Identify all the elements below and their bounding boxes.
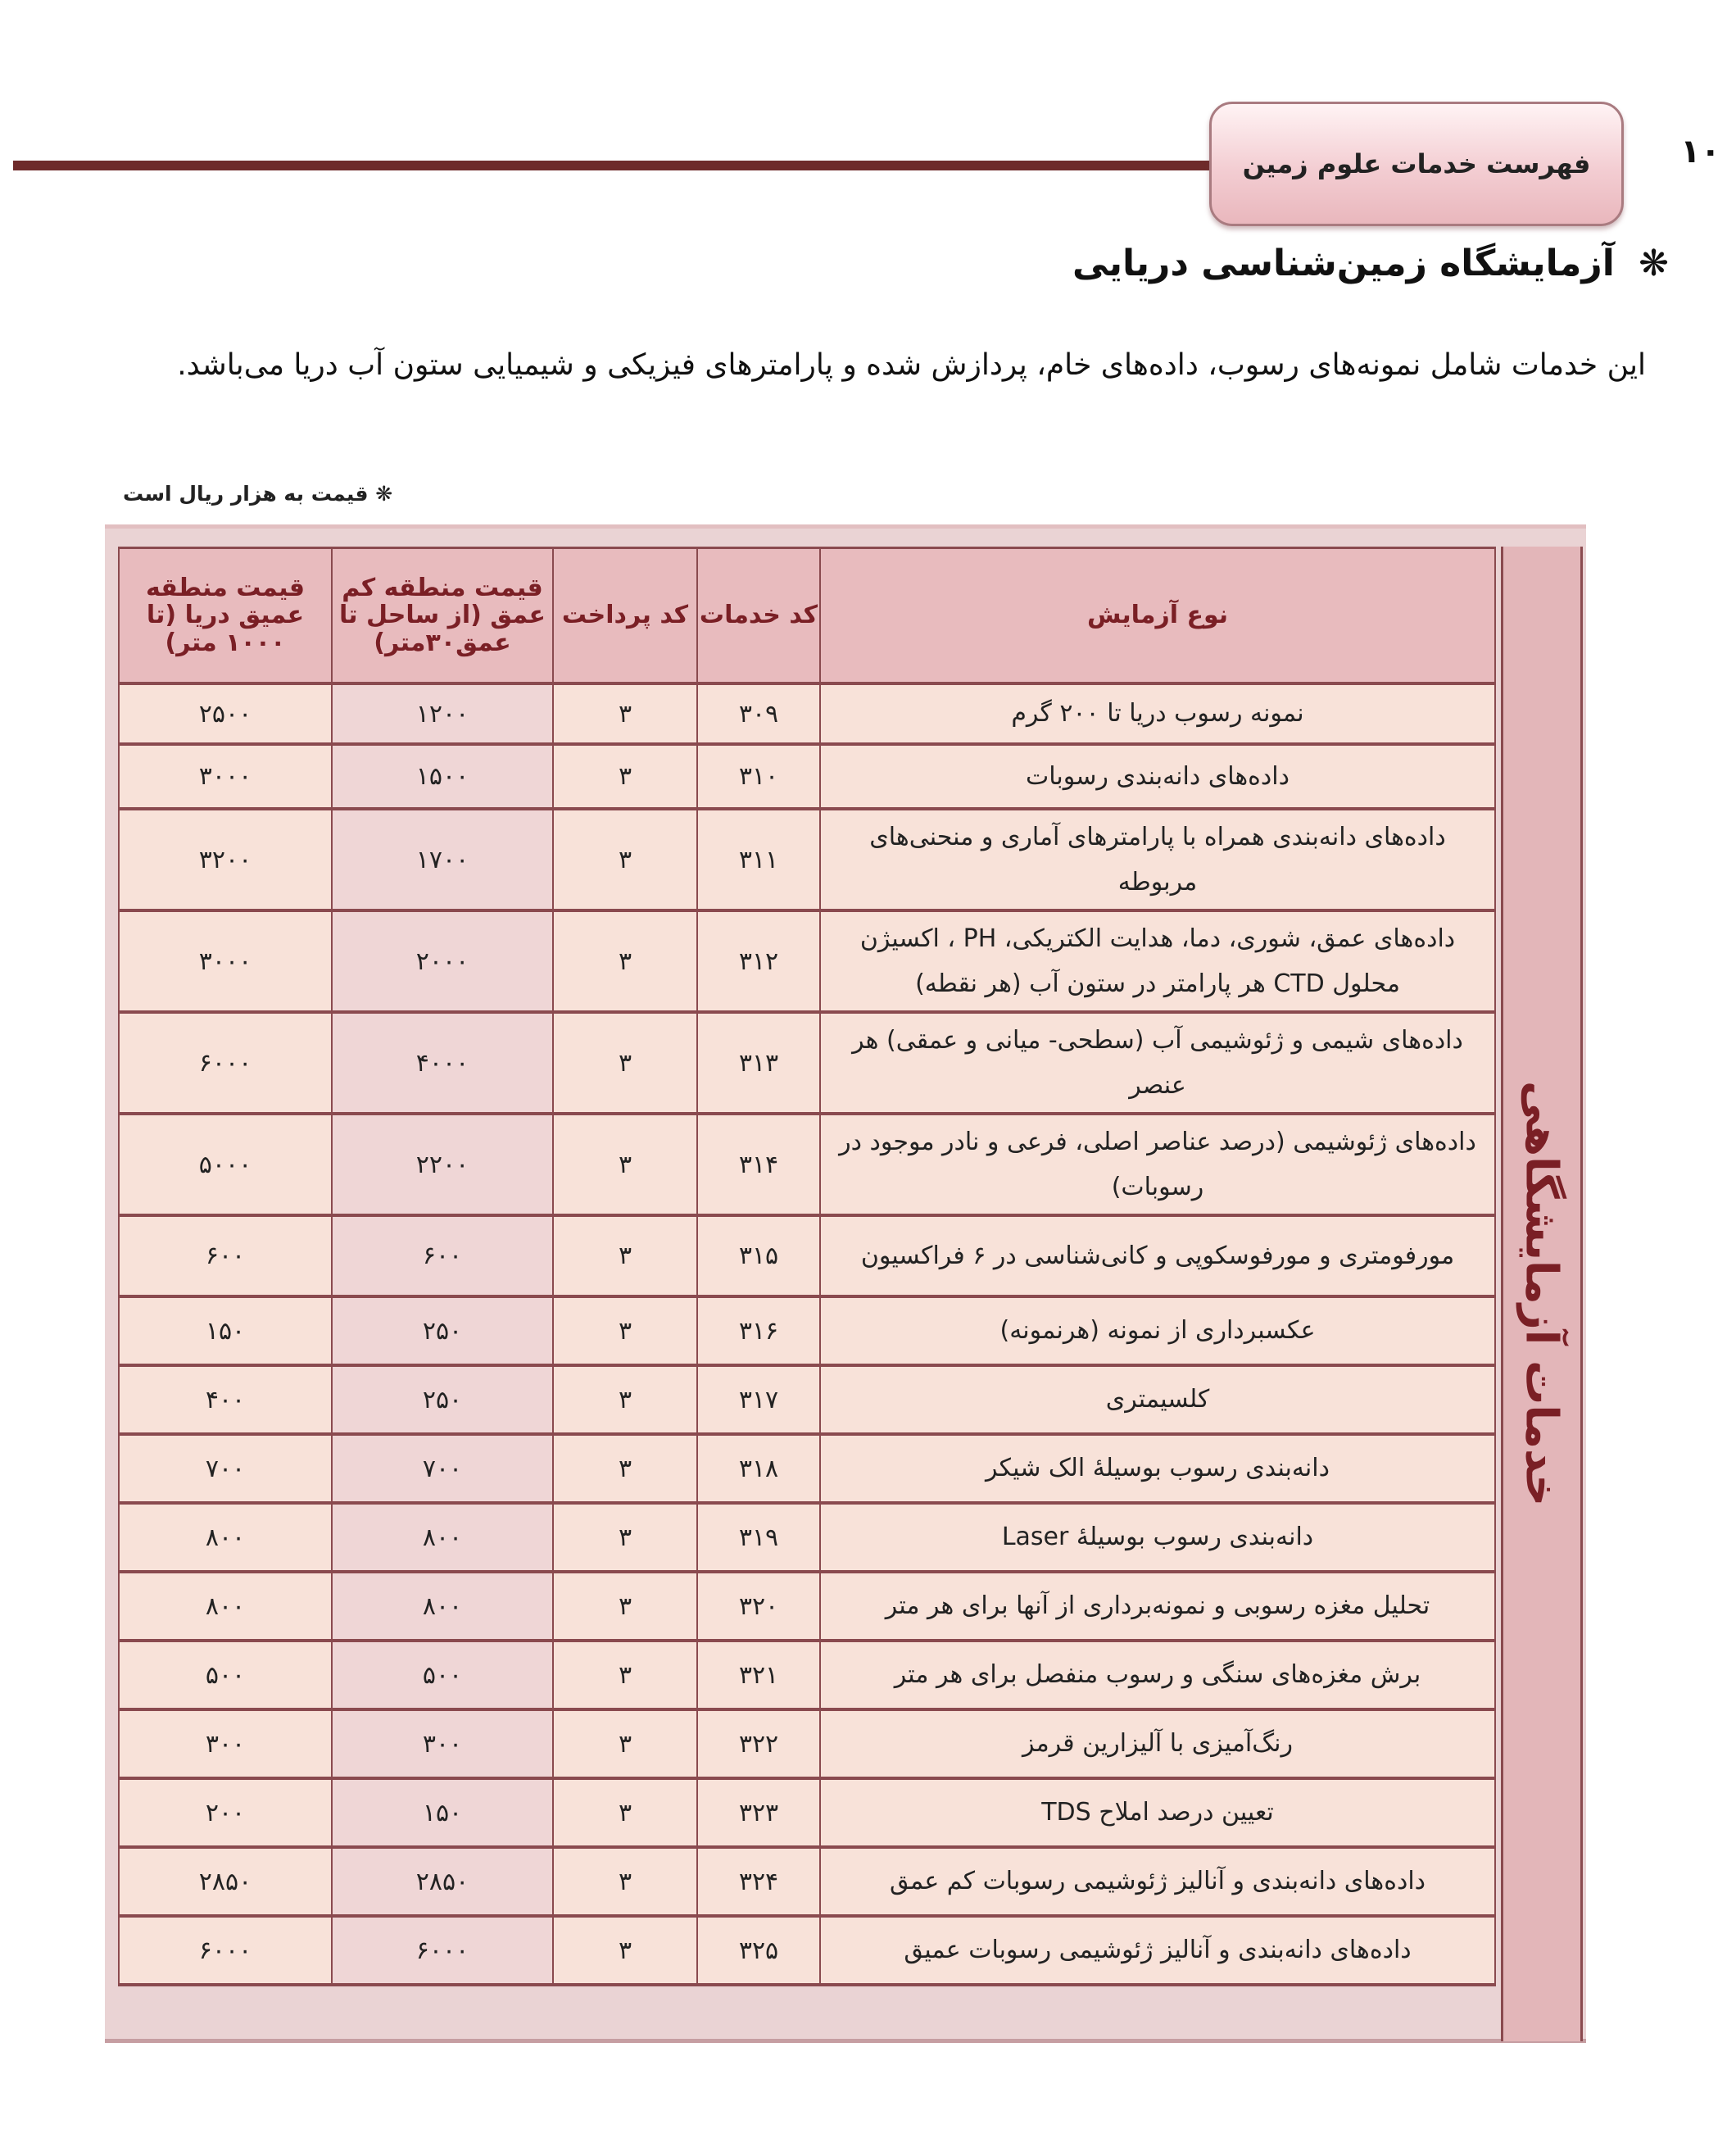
- services-table: [118, 547, 1496, 1986]
- cell-test-type: داده‌های دانه‌بندی رسوبات: [820, 744, 1495, 809]
- cell-test-type: داده‌های عمق، شوری، دما، هدایت الکتریکی، PH ، اکسیژن محلول CTD هر پارامتر در ستون آب (هر نقطه): [820, 910, 1495, 1012]
- cell-shallow-price: ۲۲۰۰: [332, 1114, 553, 1215]
- cell-test-type: داده‌های دانه‌بندی همراه با پارامترهای آماری و منحنی‌های مربوطه: [820, 809, 1495, 910]
- cell-service-code: ۳۱۱: [697, 809, 820, 910]
- cell-payment-code: ۳: [553, 1709, 697, 1778]
- cell-service-code: ۳۲۳: [697, 1778, 820, 1847]
- cell-payment-code: ۳: [553, 1916, 697, 1985]
- cell-service-code: ۳۱۵: [697, 1215, 820, 1296]
- cell-service-code: ۳۱۰: [697, 744, 820, 809]
- table-row: [119, 1503, 1495, 1572]
- cell-deep-price: ۸۰۰: [119, 1503, 332, 1572]
- cell-shallow-price: ۲۸۵۰: [332, 1847, 553, 1916]
- cell-deep-price: ۵۰۰: [119, 1641, 332, 1709]
- cell-shallow-price: ۱۵۰۰: [332, 744, 553, 809]
- table-row: [119, 1847, 1495, 1916]
- price-note: ❋ قیمت به هزار ریال است: [123, 482, 393, 506]
- cell-payment-code: ۳: [553, 1847, 697, 1916]
- cell-service-code: ۳۰۹: [697, 683, 820, 744]
- cell-payment-code: ۳: [553, 1215, 697, 1296]
- cell-deep-price: ۵۰۰۰: [119, 1114, 332, 1215]
- cell-payment-code: ۳: [553, 1114, 697, 1215]
- header-shallow-price: قیمت منطقه کم عمق (از ساحل تا عمق۳۰متر): [332, 548, 553, 684]
- cell-test-type: کلسیمتری: [820, 1365, 1495, 1434]
- cell-shallow-price: ۳۰۰: [332, 1709, 553, 1778]
- star-icon: ❋: [1639, 243, 1669, 284]
- cell-shallow-price: ۴۰۰۰: [332, 1012, 553, 1114]
- cell-deep-price: ۲۰۰: [119, 1778, 332, 1847]
- cell-service-code: ۳۱۳: [697, 1012, 820, 1114]
- cell-service-code: ۳۲۲: [697, 1709, 820, 1778]
- cell-service-code: ۳۱۴: [697, 1114, 820, 1215]
- table-row: [119, 744, 1495, 809]
- cell-deep-price: ۶۰۰۰: [119, 1916, 332, 1985]
- cell-payment-code: ۳: [553, 1572, 697, 1641]
- cell-test-type: داده‌های شیمی و ژئوشیمی آب (سطحی- میانی و عمقی) هر عنصر: [820, 1012, 1495, 1114]
- cell-shallow-price: ۱۲۰۰: [332, 683, 553, 744]
- cell-test-type: دانه‌بندی رسوب بوسیلهٔ الک شیکر: [820, 1434, 1495, 1503]
- cell-shallow-price: ۲۰۰۰: [332, 910, 553, 1012]
- header-deep-price: قیمت منطقه عمیق دریا (تا ۱۰۰۰ متر): [119, 548, 332, 684]
- cell-service-code: ۳۲۱: [697, 1641, 820, 1709]
- cell-shallow-price: ۱۷۰۰: [332, 809, 553, 910]
- cell-test-type: داده‌های دانه‌بندی و آنالیز ژئوشیمی رسوبات عمیق: [820, 1916, 1495, 1985]
- page-number: ۱۰: [1680, 133, 1720, 170]
- cell-service-code: ۳۲۰: [697, 1572, 820, 1641]
- cell-payment-code: ۳: [553, 1503, 697, 1572]
- cell-shallow-price: ۲۵۰: [332, 1365, 553, 1434]
- cell-deep-price: ۷۰۰: [119, 1434, 332, 1503]
- cell-shallow-price: ۱۵۰: [332, 1778, 553, 1847]
- cell-deep-price: ۳۲۰۰: [119, 809, 332, 910]
- intro-paragraph: این خدمات شامل نمونه‌های رسوب، داده‌های خام، پردازش شده و پارامترهای فیزیکی و شیمیایی ستون آب دریا می‌باشد.: [177, 348, 1646, 382]
- table-row: [119, 910, 1495, 1012]
- header-service-code: کد خدمات: [697, 548, 820, 684]
- cell-payment-code: ۳: [553, 1012, 697, 1114]
- table-row: [119, 1215, 1495, 1296]
- cell-payment-code: ۳: [553, 1296, 697, 1365]
- header-rule: [13, 161, 1226, 170]
- side-label-band: [1501, 547, 1583, 2041]
- cell-test-type: داده‌های ژئوشیمی (درصد عناصر اصلی، فرعی و نادر موجود در رسوبات): [820, 1114, 1495, 1215]
- cell-test-type: دانه‌بندی رسوب بوسیلهٔ Laser: [820, 1503, 1495, 1572]
- cell-test-type: عکسبرداری از نمونه (هرنمونه): [820, 1296, 1495, 1365]
- table-row: [119, 1296, 1495, 1365]
- cell-shallow-price: ۲۵۰: [332, 1296, 553, 1365]
- header-tab-title: فهرست خدمات علوم زمین: [1242, 148, 1591, 179]
- cell-shallow-price: ۸۰۰: [332, 1503, 553, 1572]
- table-row: [119, 1641, 1495, 1709]
- table-body: [119, 683, 1495, 1985]
- cell-shallow-price: ۶۰۰: [332, 1215, 553, 1296]
- table-row: [119, 809, 1495, 910]
- cell-service-code: ۳۱۶: [697, 1296, 820, 1365]
- cell-test-type: تحلیل مغزه رسوبی و نمونه‌برداری از آنها برای هر متر: [820, 1572, 1495, 1641]
- table-header-row: [119, 548, 1495, 684]
- header-test-type: نوع آزمایش: [820, 548, 1495, 684]
- cell-service-code: ۳۱۸: [697, 1434, 820, 1503]
- cell-deep-price: ۳۰۰: [119, 1709, 332, 1778]
- table-row: [119, 683, 1495, 744]
- table-row: [119, 1365, 1495, 1434]
- cell-shallow-price: ۵۰۰: [332, 1641, 553, 1709]
- cell-service-code: ۳۱۷: [697, 1365, 820, 1434]
- table-row: [119, 1114, 1495, 1215]
- table-row: [119, 1434, 1495, 1503]
- cell-test-type: تعیین درصد املاح TDS: [820, 1778, 1495, 1847]
- cell-payment-code: ۳: [553, 809, 697, 910]
- cell-deep-price: ۶۰۰: [119, 1215, 332, 1296]
- cell-deep-price: ۲۸۵۰: [119, 1847, 332, 1916]
- cell-payment-code: ۳: [553, 1434, 697, 1503]
- cell-payment-code: ۳: [553, 910, 697, 1012]
- section-title: [1072, 243, 1669, 284]
- cell-shallow-price: ۶۰۰۰: [332, 1916, 553, 1985]
- table-row: [119, 1709, 1495, 1778]
- cell-service-code: ۳۲۵: [697, 1916, 820, 1985]
- services-table-frame: [105, 524, 1586, 2043]
- cell-deep-price: ۳۰۰۰: [119, 910, 332, 1012]
- cell-service-code: ۳۱۲: [697, 910, 820, 1012]
- cell-shallow-price: ۸۰۰: [332, 1572, 553, 1641]
- cell-deep-price: ۶۰۰۰: [119, 1012, 332, 1114]
- header-tab: [1209, 102, 1624, 226]
- cell-test-type: رنگ‌آمیزی با آلیزارین قرمز: [820, 1709, 1495, 1778]
- side-label: خدمات آزمایشگاهی: [1516, 1081, 1568, 1507]
- cell-test-type: داده‌های دانه‌بندی و آنالیز ژئوشیمی رسوبات کم عمق: [820, 1847, 1495, 1916]
- cell-payment-code: ۳: [553, 1365, 697, 1434]
- cell-deep-price: ۱۵۰: [119, 1296, 332, 1365]
- cell-deep-price: ۴۰۰: [119, 1365, 332, 1434]
- cell-shallow-price: ۷۰۰: [332, 1434, 553, 1503]
- table-row: [119, 1572, 1495, 1641]
- table-row: [119, 1778, 1495, 1847]
- cell-service-code: ۳۱۹: [697, 1503, 820, 1572]
- cell-service-code: ۳۲۴: [697, 1847, 820, 1916]
- cell-payment-code: ۳: [553, 683, 697, 744]
- cell-payment-code: ۳: [553, 1778, 697, 1847]
- cell-test-type: مورفومتری و مورفوسکوپی و کانی‌شناسی در ۶ فراکسیون: [820, 1215, 1495, 1296]
- cell-deep-price: ۲۵۰۰: [119, 683, 332, 744]
- header-payment-code: کد پرداخت: [553, 548, 697, 684]
- cell-deep-price: ۸۰۰: [119, 1572, 332, 1641]
- cell-payment-code: ۳: [553, 744, 697, 809]
- table-row: [119, 1012, 1495, 1114]
- section-title-text: آزمایشگاه زمین‌شناسی دریایی: [1072, 243, 1615, 284]
- cell-payment-code: ۳: [553, 1641, 697, 1709]
- cell-test-type: برش مغزه‌های سنگی و رسوب منفصل برای هر متر: [820, 1641, 1495, 1709]
- cell-test-type: نمونه رسوب دریا تا ۲۰۰ گرم: [820, 683, 1495, 744]
- table-row: [119, 1916, 1495, 1985]
- cell-deep-price: ۳۰۰۰: [119, 744, 332, 809]
